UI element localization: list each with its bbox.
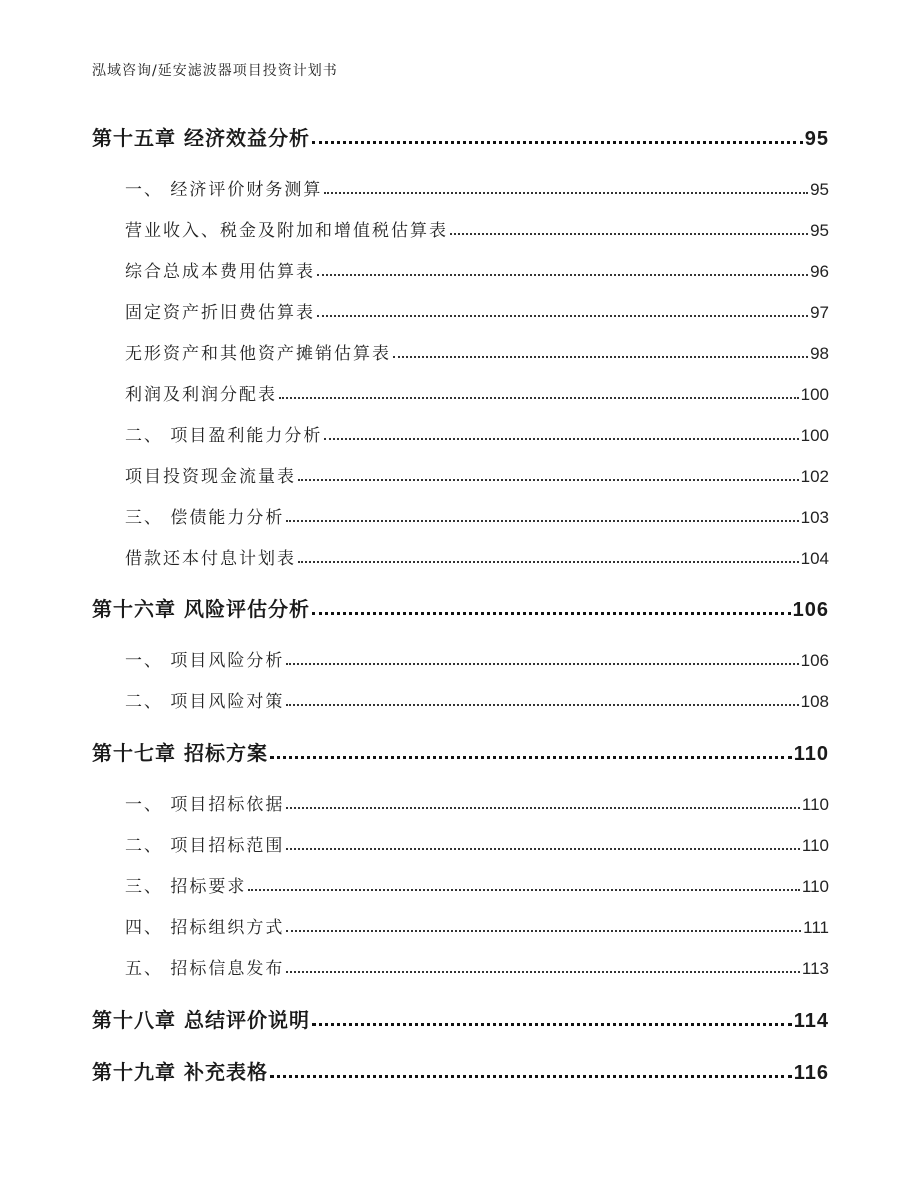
toc-title: 三、 招标要求 [125,877,247,897]
toc-item[interactable] [125,790,829,815]
toc-leader [248,889,799,891]
toc-chapter[interactable] [92,737,829,766]
toc-title: 一、 项目招标依据 [125,795,285,815]
toc-leader [317,315,808,317]
toc-item[interactable] [125,257,829,282]
toc-leader [317,274,808,276]
toc-chapter[interactable] [92,1004,829,1033]
toc-leader [286,807,799,809]
toc-leader [286,663,798,665]
toc-leader [298,561,799,563]
toc-leader [312,141,803,144]
toc-title: 二、 项目风险对策 [125,692,285,712]
toc-item[interactable] [125,687,829,712]
toc-title: 第十八章 总结评价说明 [92,1008,310,1032]
toc-leader [286,704,798,706]
toc-title: 第十九章 补充表格 [92,1060,268,1084]
toc-page: 96 [810,262,829,281]
toc-leader [450,233,808,235]
toc-leader [270,1075,792,1078]
toc-title: 一、 项目风险分析 [125,651,285,671]
toc-leader [270,756,792,759]
toc-page: 108 [800,692,829,711]
toc-leader [298,479,799,481]
toc-leader [286,848,799,850]
toc-title: 项目投资现金流量表 [125,467,296,487]
toc-page: 113 [801,959,829,978]
toc-page: 110 [793,743,829,765]
toc-leader [312,1023,792,1026]
toc-item[interactable] [125,421,829,446]
toc-page: 114 [793,1010,829,1032]
toc-item[interactable] [125,462,829,487]
toc-item[interactable] [125,913,829,938]
toc-title: 二、 项目盈利能力分析 [125,426,323,446]
toc-item[interactable] [125,503,829,528]
toc-page: 110 [801,836,829,855]
toc-item[interactable] [125,646,829,671]
toc-title: 二、 项目招标范围 [125,836,285,856]
toc-leader [286,520,798,522]
toc-chapter[interactable] [92,122,829,151]
toc-page: 95 [810,180,829,199]
toc-title: 固定资产折旧费估算表 [125,303,315,323]
toc-page: 98 [810,344,829,363]
toc-title: 四、 招标组织方式 [125,918,285,938]
toc-title: 营业收入、税金及附加和增值税估算表 [125,221,448,241]
toc-leader [393,356,808,358]
toc-item[interactable] [125,339,829,364]
toc-page: 100 [800,385,829,404]
toc-title: 利润及利润分配表 [125,385,277,405]
toc-page: 110 [801,877,829,896]
toc-title: 综合总成本费用估算表 [125,262,315,282]
toc-leader [286,971,799,973]
toc-title: 一、 经济评价财务测算 [125,180,323,200]
toc-title: 三、 偿债能力分析 [125,508,285,528]
toc-chapter[interactable] [92,1056,829,1085]
toc-item[interactable] [125,298,829,323]
toc-title: 无形资产和其他资产摊销估算表 [125,344,391,364]
toc-page: 111 [803,918,829,937]
toc-leader [324,438,798,440]
toc-title: 第十七章 招标方案 [92,741,268,765]
toc-leader [286,930,801,932]
toc-item[interactable] [125,380,829,405]
toc-title: 借款还本付息计划表 [125,549,296,569]
toc-item[interactable] [125,175,829,200]
toc-leader [324,192,808,194]
toc-page: 95 [804,128,829,150]
toc-item[interactable] [125,872,829,897]
toc-page: 103 [800,508,829,527]
toc-chapter[interactable] [92,593,829,622]
page-header: 泓域咨询/延安滤波器项目投资计划书 [92,63,338,79]
toc-page: 95 [810,221,829,240]
toc-page: 104 [800,549,829,568]
toc-item[interactable] [125,216,829,241]
toc-page: 106 [792,599,829,621]
toc-leader [312,612,791,615]
toc-title: 第十六章 风险评估分析 [92,597,310,621]
toc-title: 第十五章 经济效益分析 [92,126,310,150]
toc-page: 102 [800,467,829,486]
toc-title: 五、 招标信息发布 [125,959,285,979]
toc-page: 106 [800,651,829,670]
toc-item[interactable] [125,831,829,856]
toc-page: 100 [800,426,829,445]
toc-page: 97 [810,303,829,322]
toc-item[interactable] [125,544,829,569]
toc-page: 110 [801,795,829,814]
toc-item[interactable] [125,954,829,979]
toc-page: 116 [793,1062,829,1084]
toc-leader [279,397,799,399]
